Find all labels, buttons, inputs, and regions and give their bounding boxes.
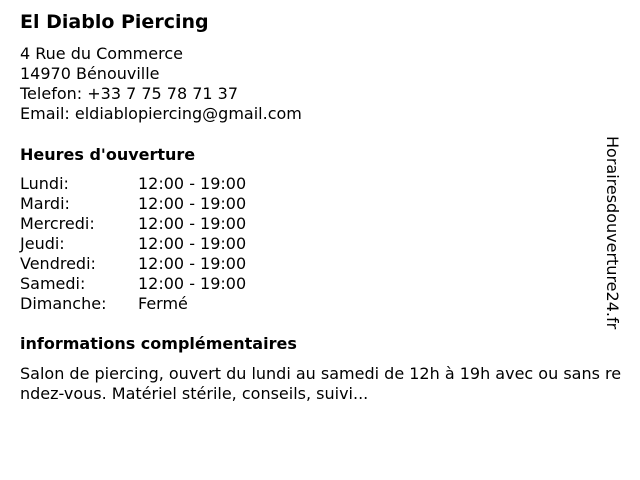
hours-row-thursday (20, 234, 246, 254)
additional-info-heading: informations complémentaires (20, 334, 297, 353)
additional-info-text: Salon de piercing, ouvert du lundi au samedi de 12h à 19h avec ou sans rendez-vous. Matériel stérile, conseils, suivi... (20, 364, 622, 403)
day-hours: 12:00 - 19:00 (138, 194, 247, 213)
hours-row-sunday (20, 294, 246, 314)
hours-row-friday (20, 254, 246, 274)
day-hours: 12:00 - 19:00 (138, 214, 247, 233)
hours-row-wednesday (20, 214, 246, 234)
day-label: Samedi: (20, 274, 86, 293)
day-hours: Fermé (138, 294, 188, 313)
hours-row-saturday (20, 274, 246, 294)
address-block (20, 44, 302, 124)
city-postcode: 14970 Bénouville (20, 64, 160, 83)
day-label: Mercredi: (20, 214, 95, 233)
day-hours: 12:00 - 19:00 (138, 274, 247, 293)
day-hours: 12:00 - 19:00 (138, 254, 247, 273)
phone-number: Telefon: +33 7 75 78 71 37 (20, 84, 239, 103)
hours-row-monday (20, 174, 246, 194)
shop-name: El Diablo Piercing (20, 11, 209, 33)
site-watermark: Horairesdouverture24.fr (603, 136, 622, 330)
day-hours: 12:00 - 19:00 (138, 234, 247, 253)
opening-hours-table (20, 174, 246, 314)
day-hours: 12:00 - 19:00 (138, 174, 247, 193)
day-label: Dimanche: (20, 294, 107, 313)
day-label: Jeudi: (20, 234, 65, 253)
day-label: Lundi: (20, 174, 69, 193)
street-address: 4 Rue du Commerce (20, 44, 183, 63)
email-address: Email: eldiablopiercing@gmail.com (20, 104, 302, 123)
opening-hours-heading: Heures d'ouverture (20, 145, 196, 164)
day-label: Vendredi: (20, 254, 96, 273)
hours-row-tuesday (20, 194, 246, 214)
day-label: Mardi: (20, 194, 70, 213)
